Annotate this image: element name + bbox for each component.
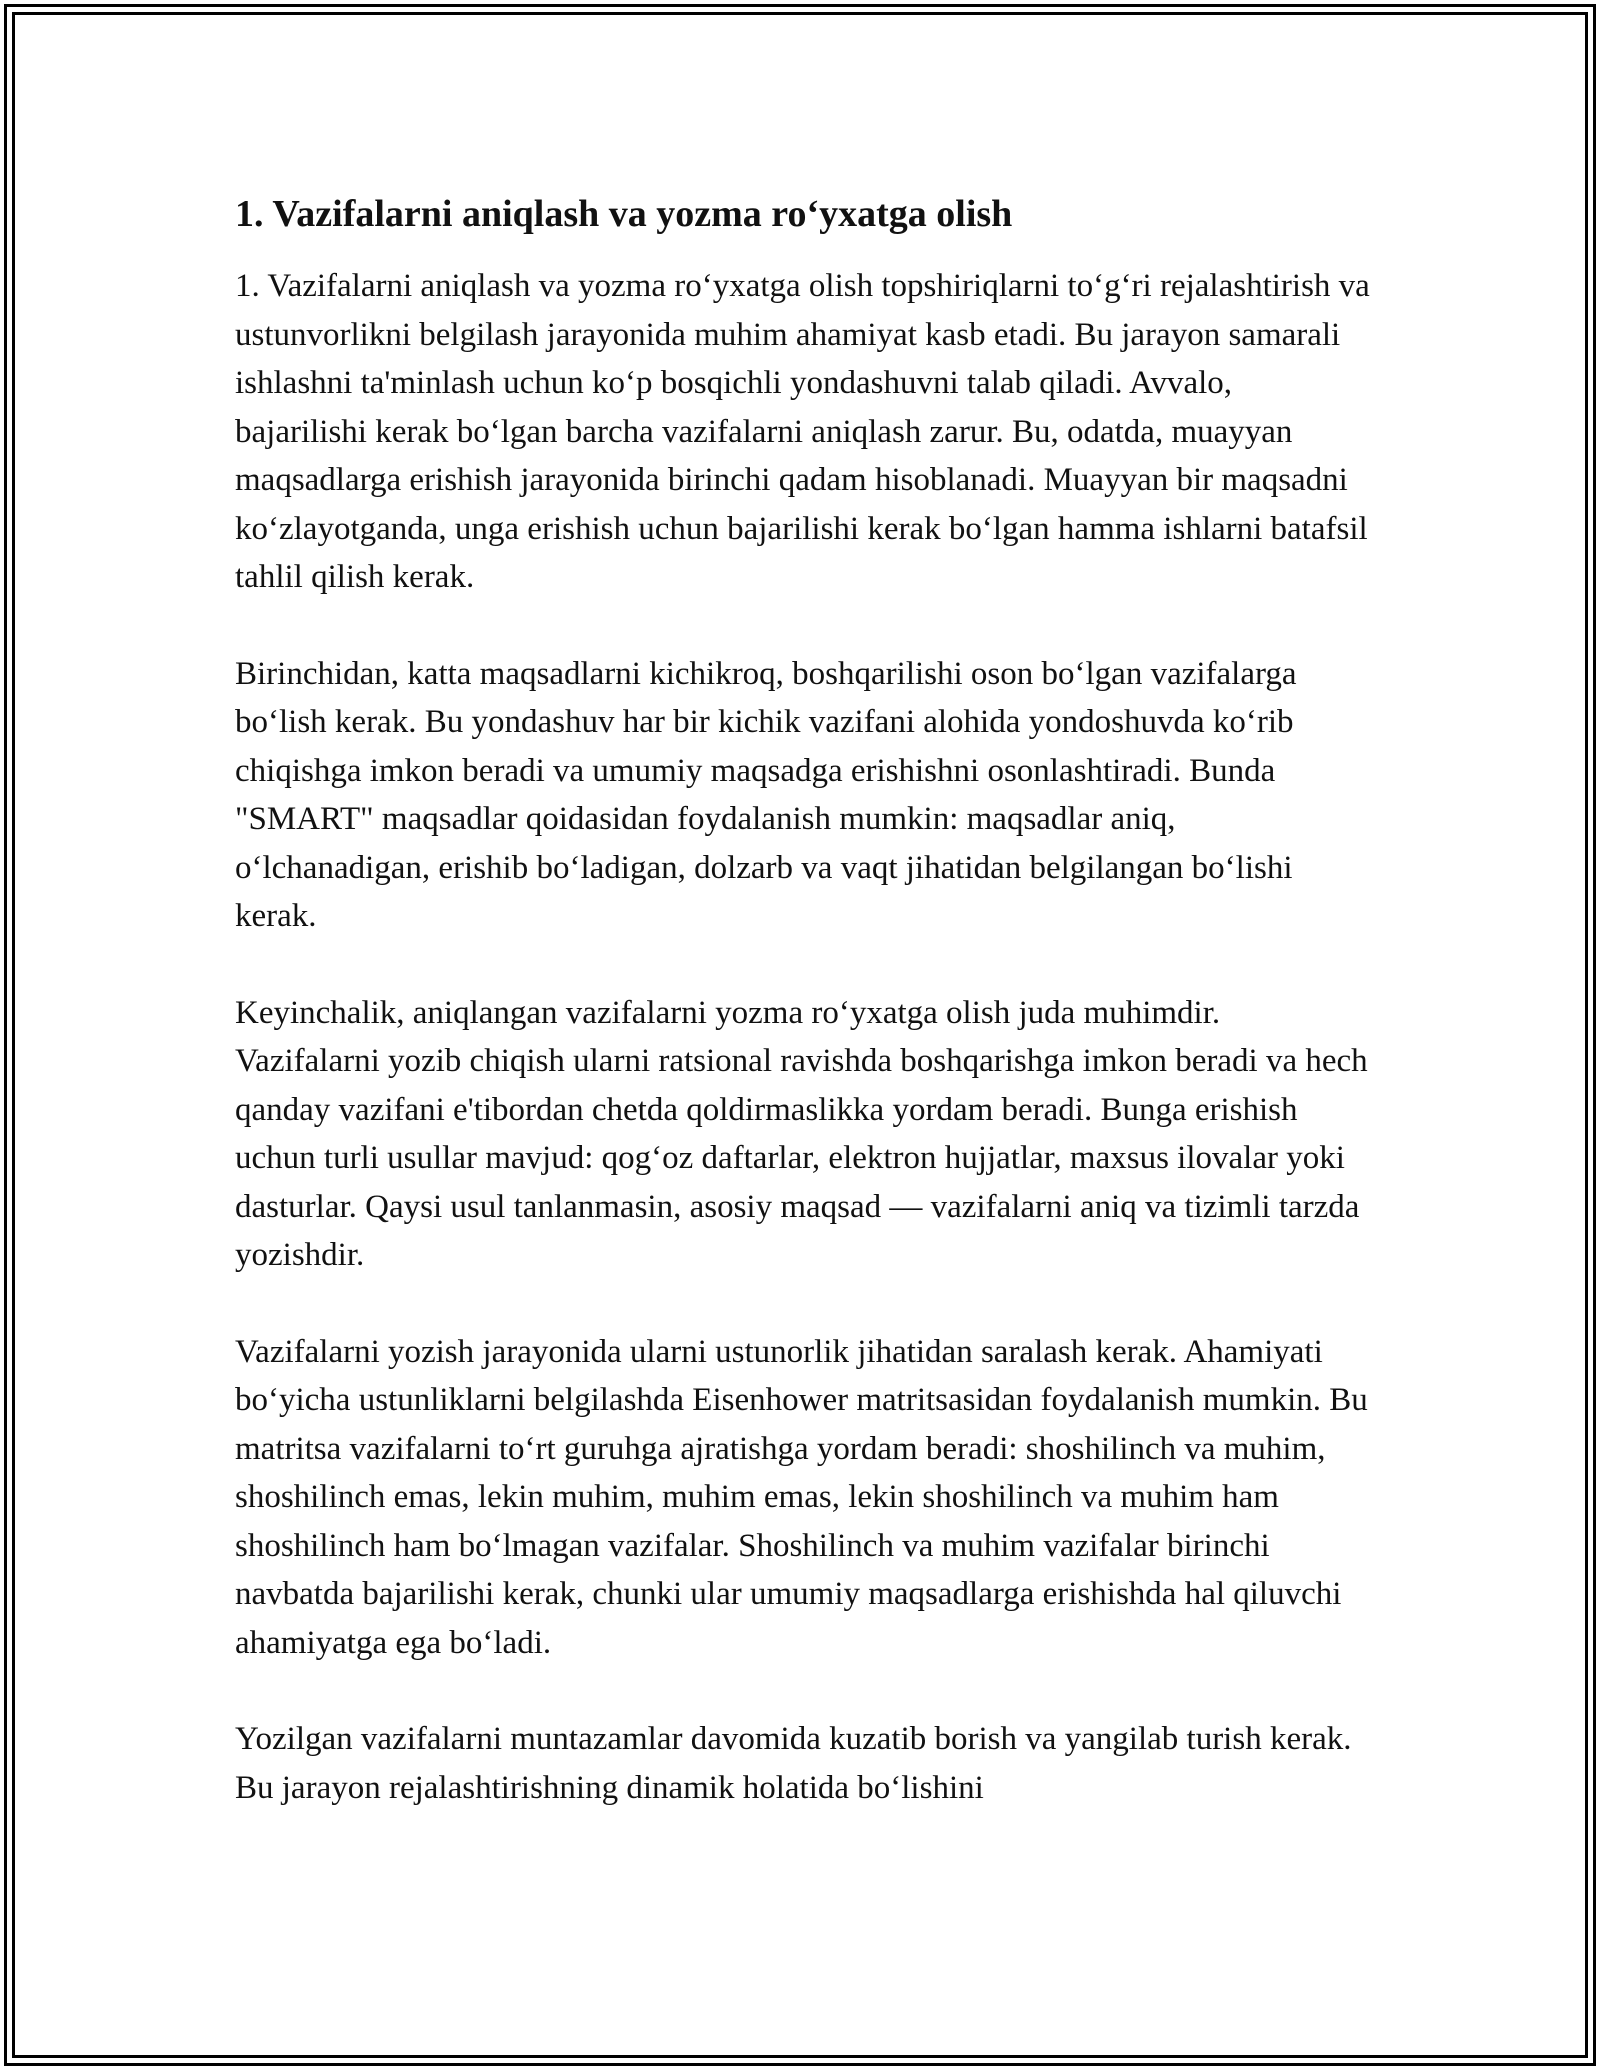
- paragraph-written-list: Keyinchalik, aniqlangan vazifalarni yozma ro‘yxatga olish juda muhimdir. Vazifalarni yozib chiqish ularni ratsional ravishda boshqarishga imkon beradi va hech qanday vazifani e'tibordan chetda qoldirmaslikka yordam beradi. Bunga erishish uchun turli usullar mavjud: qog‘oz daftarlar, elektron hujjatlar, maxsus ilovalar yoki dasturlar. Qaysi usul tanlanmasin, asosiy maqsad — vazifalarni aniq va tizimli tarzda yozishdir.: [235, 994, 1368, 1273]
- document-body: [235, 188, 1370, 1860]
- paragraph-tracking: Yozilgan vazifalarni muntazamlar davomida kuzatib borish va yangilab turish kerak. Bu jarayon rejalashtirishning dinamik holatida bo‘lishini: [235, 1721, 1352, 1806]
- paragraph-eisenhower-matrix: Vazifalarni yozish jarayonida ularni ustunorlik jihatidan saralash kerak. Ahamiyati bo‘yicha ustunliklarni belgilashda Eisenhower matritsasidan foydalanish mumkin. Bu matritsa vazifalarni to‘rt guruhga ajratishga yordam beradi: shoshilinch va muhim, shoshilinch emas, lekin muhim, muhim emas, lekin shoshilinch va muhim ham shoshilinch ham bo‘lmagan vazifalar. Shoshilinch va muhim vazifalar birinchi navbatda bajarilishi kerak, chunki ular umumiy maqsadlarga erishishda hal qiluvchi ahamiyatga ega bo‘ladi.: [235, 1333, 1368, 1661]
- paragraph-smart-goals: Birinchidan, katta maqsadlarni kichikroq, boshqarilishi oson bo‘lgan vazifalarga bo‘lish kerak. Bu yondashuv har bir kichik vazifani alohida yondoshuvda ko‘rib chiqishga imkon beradi va umumiy maqsadga erishishni osonlashtiradi. Bunda "SMART" maqsadlar qoidasidan foydalanish mumkin: maqsadlar aniq, o‘lchanadigan, erishib bo‘ladigan, dolzarb va vaqt jihatidan belgilangan bo‘lishi kerak.: [235, 655, 1297, 934]
- paragraph-intro: 1. Vazifalarni aniqlash va yozma ro‘yxatga olish topshiriqlarni to‘g‘ri rejalashtirish va ustunvorlikni belgilash jarayonida muhim ahamiyat kasb etadi. Bu jarayon samarali ishlashni ta'minlash uchun ko‘p bosqichli yondashuvni talab qiladi. Avvalo, bajarilishi kerak bo‘lgan barcha vazifalarni aniqlash zarur. Bu, odatda, muayyan maqsadlarga erishish jarayonida birinchi qadam hisoblanadi. Muayyan bir maqsadni ko‘zlayotganda, unga erishish uchun bajarilishi kerak bo‘lgan hamma ishlarni batafsil tahlil qilish kerak.: [235, 268, 1370, 595]
- section-heading: 1. Vazifalarni aniqlash va yozma ro‘yxatga olish: [235, 193, 1013, 235]
